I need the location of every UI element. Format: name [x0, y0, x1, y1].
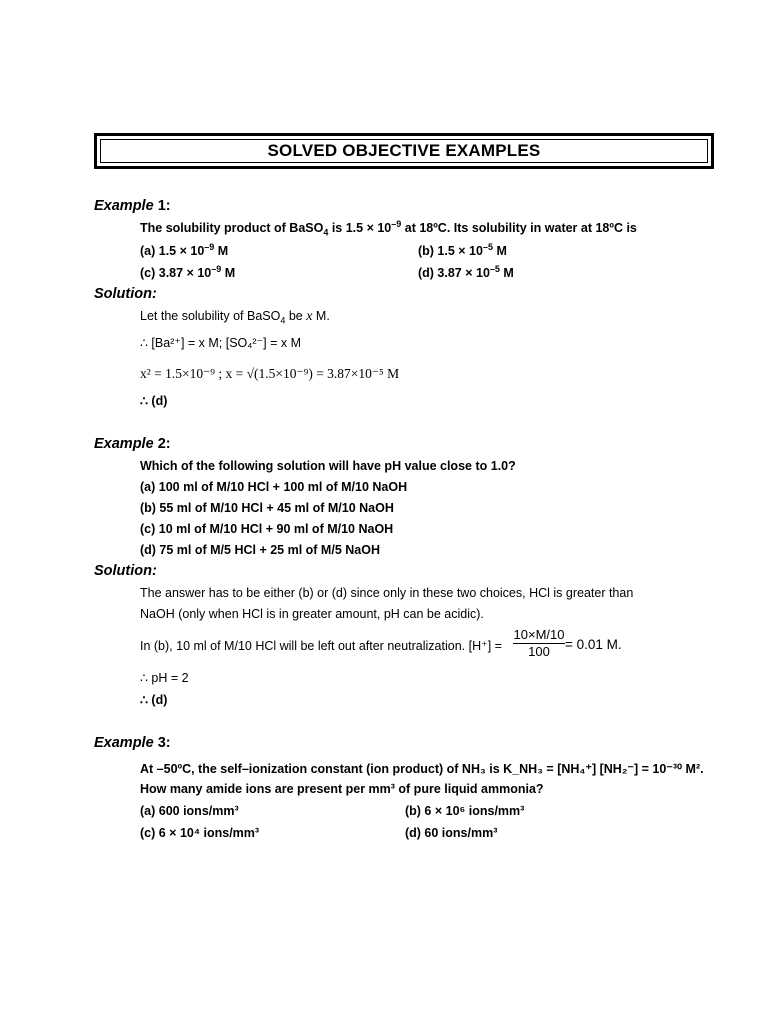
example-3-option-d: (d) 60 ions/mm³ [405, 826, 498, 840]
option-unit: M [499, 266, 514, 280]
example-1-solution-answer: ∴ (d) [140, 394, 168, 408]
option-unit: M [214, 244, 229, 258]
section-title: SOLVED OBJECTIVE EXAMPLES [267, 141, 541, 160]
example-label: Example [94, 735, 154, 751]
example-number: 3 [157, 735, 166, 751]
example-2-solution-line-3: In (b), 10 ml of M/10 HCl will be left out after neutralization. [H⁺] = [140, 639, 502, 653]
example-1-solution-line-2: ∴ [Ba²⁺] = x M; [SO₄²⁻] = x M [140, 336, 301, 350]
example-2-solution-line-4: ∴ pH = 2 [140, 671, 189, 685]
example-3-heading: Example 3: [94, 735, 171, 751]
example-3-option-c: (c) 6 × 10⁴ ions/mm³ [140, 826, 260, 840]
example-3-question-line-1: At –50ºC, the self–ionization constant (ion product) of NH₃ is K_NH₃ = [NH₄⁺] [NH₂⁻] = 10⁻³⁰ M². [140, 762, 704, 776]
example-label: Example [94, 198, 154, 214]
example-1-heading: Example 1: [94, 198, 171, 214]
option-text: (c) 3.87 × 10 [140, 266, 212, 280]
option-text: (d) 3.87 × 10 [418, 266, 490, 280]
example-1-option-d [418, 263, 514, 280]
example-number: 1 [157, 198, 166, 214]
example-2-solution-heading: Solution: [94, 563, 157, 579]
question-exponent: –9 [391, 218, 402, 229]
example-1-solution-line-1 [140, 309, 330, 325]
option-exponent: –5 [489, 263, 500, 274]
solution-subscript: 4 [280, 315, 286, 326]
example-3-option-b: (b) 6 × 10⁶ ions/mm³ [405, 804, 525, 818]
fraction-result: = 0.01 M. [565, 637, 622, 652]
example-1-option-b [418, 241, 507, 258]
example-2-heading: Example 2: [94, 436, 171, 452]
example-1-option-a [140, 241, 229, 258]
example-2-solution-line-2: NaOH (only when HCl is in greater amount, pH can be acidic). [140, 607, 484, 621]
solution-text: be [285, 309, 307, 323]
fraction-denominator: 100 [513, 643, 565, 659]
example-2-option-c: (c) 10 ml of M/10 HCl + 90 ml of M/10 NaOH [140, 522, 394, 536]
question-subscript: 4 [323, 227, 329, 238]
example-1-solution-line-3: x² = 1.5×10⁻⁹ ; x = √(1.5×10⁻⁹) = 3.87×10⁻⁵ M [140, 366, 400, 381]
example-1-option-c [140, 263, 236, 280]
question-text: at 18ºC. Its solubility in water at 18ºC is [401, 221, 637, 235]
example-2-option-b: (b) 55 ml of M/10 HCl + 45 ml of M/10 NaOH [140, 501, 394, 515]
example-1-question [140, 218, 637, 238]
option-exponent: –9 [204, 241, 215, 252]
question-text: The solubility product of BaSO [140, 221, 324, 235]
example-2-option-d: (d) 75 ml of M/5 HCl + 25 ml of M/5 NaOH [140, 543, 380, 557]
variable-x: x [306, 309, 313, 324]
example-2-question: Which of the following solution will have pH value close to 1.0? [140, 459, 516, 473]
example-3-question-line-2: How many amide ions are present per mm³ of pure liquid ammonia? [140, 782, 544, 796]
example-2-solution-answer: ∴ (d) [140, 693, 168, 707]
option-unit: M [492, 244, 507, 258]
example-3-option-a: (a) 600 ions/mm³ [140, 804, 239, 818]
solution-text: Let the solubility of BaSO [140, 309, 281, 323]
option-text: (a) 1.5 × 10 [140, 244, 205, 258]
concentration-fraction [513, 627, 565, 659]
example-label: Example [94, 436, 154, 452]
option-unit: M [221, 266, 236, 280]
option-text: (b) 1.5 × 10 [418, 244, 483, 258]
solution-text: M. [312, 309, 330, 323]
fraction-numerator: 10×M/10 [513, 627, 565, 642]
example-number: 2 [157, 436, 166, 452]
example-2-solution-line-1: The answer has to be either (b) or (d) since only in these two choices, HCl is greater than [140, 586, 634, 600]
example-1-solution-heading: Solution: [94, 286, 157, 302]
option-exponent: –9 [211, 263, 222, 274]
section-header-box [94, 133, 714, 169]
option-exponent: –5 [482, 241, 493, 252]
section-header-inner [100, 139, 708, 163]
example-2-option-a: (a) 100 ml of M/10 HCl + 100 ml of M/10 NaOH [140, 480, 408, 494]
question-text: is 1.5 × 10 [328, 221, 392, 235]
